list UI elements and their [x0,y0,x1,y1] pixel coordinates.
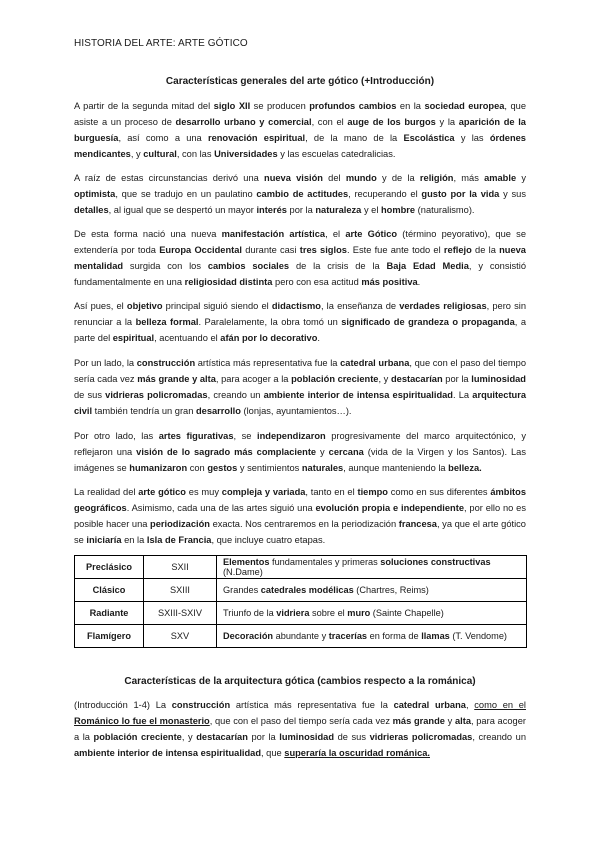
bold-text: alta [454,716,471,726]
period-description [217,579,527,602]
bold-text: llamas [421,631,450,641]
bold-text: artes figurativas [158,431,234,441]
text-run: , al igual que se despertó un mayor [108,205,257,215]
bold-text: arte Gótico [345,229,398,239]
text-run: , aunque manteniendo la [343,463,449,473]
bold-text: visión de lo sagrado [136,447,231,457]
text-run: , que [261,748,285,758]
bold-text: hombre [381,205,416,215]
text-run: con [187,463,208,473]
text-run: A raíz de estas circunstancias derivó una [74,173,265,183]
bold-text: población creciente [93,732,182,742]
text-run: y las escuelas catedralicias. [277,149,396,159]
text-run: y [444,716,455,726]
text-run: , se [233,431,257,441]
text-run: , creando un [472,732,526,742]
text-run: y sentimientos [237,463,302,473]
bold-text: significado de grandeza o propaganda [341,317,515,327]
text-run: y sus [499,189,526,199]
text-run: del [322,173,346,183]
bold-text: más grande y alta [137,374,216,384]
text-run: (lonjas, ayuntamientos…). [240,406,352,416]
text-run: durante casi [241,245,300,255]
bold-text: detalles [74,205,109,215]
text-run: (Chartres, Reims) [353,585,429,595]
bold-text: humanizaron [129,463,188,473]
bold-text: luminosidad [471,374,526,384]
bold-text: Baja Edad Media [386,261,469,271]
text-run: es muy [185,487,222,497]
text-run: , que se tradujo en un paulatino [115,189,257,199]
bold-text: objetivo [126,301,163,311]
text-run: Triunfo de la [223,608,277,618]
bold-text: francesa [398,519,437,529]
text-run: y el [361,205,381,215]
text-run: en forma de [367,631,422,641]
bold-text: independizaron [257,431,326,441]
paragraph [74,355,526,419]
text-run: . Paralelamente, la obra tomó un [198,317,342,327]
bold-text: optimista [74,189,116,199]
text-run: principal siguió siendo el [162,301,272,311]
text-run: Por otro lado, las [74,431,159,441]
periods-table [74,555,527,648]
document-header: HISTORIA DEL ARTE: ARTE GÓTICO [74,38,248,49]
text-run: por la [442,374,472,384]
bold-text: soluciones constructivas [380,557,491,567]
text-run: . Este fue ante todo el [346,245,444,255]
text-run: y las [454,133,490,143]
text-run: , y consistió fundamentalmente en una [74,261,526,287]
paragraph [74,98,526,162]
text-run: , que asiste a un proceso de [74,101,526,127]
text-run: De esta forma nació una nueva [74,229,222,239]
text-run: como en el [474,700,526,710]
text-run: , con las [176,149,215,159]
bold-text: afán por lo decorativo [220,333,318,343]
text-run: , acentuando el [154,333,221,343]
text-run: . [317,333,320,343]
period-description [217,625,527,648]
text-run: (Introducción 1-4) La [74,700,172,710]
text-run: , [465,700,475,710]
bold-text: nueva mentalidad [74,245,526,271]
paragraph [74,298,526,346]
section-title-architecture: Características de la arquitectura gótica (cambios respecto a la románica) [124,676,476,687]
table-row [75,579,527,602]
text-run: artística más representativa fue la [195,358,341,368]
bold-text: cambios sociales [207,261,290,271]
bold-text: aparición de la burguesía [74,117,526,143]
text-run: (T. Vendome) [449,631,507,641]
bold-text: nueva visión [264,173,323,183]
text-run: . [417,277,421,287]
bold-text: vidrieras policromadas [369,732,473,742]
text-run: se producen [250,101,310,111]
text-run: , y [378,374,391,384]
text-run: , de la mano de la [305,133,404,143]
paragraph [74,428,526,476]
text-run: Por un lado, la [74,358,137,368]
text-run: , ya que el arte gótico se [74,519,526,545]
text-run: , tanto en el [305,487,358,497]
bold-text: Universidades [214,149,278,159]
table-row [75,556,527,579]
period-name: Clásico [75,579,144,602]
bold-text: iniciaría [86,535,122,545]
bold-text: Isla de Francia [146,535,212,545]
bold-text: compleja y variada [221,487,306,497]
bold-text: construcción [136,358,196,368]
bold-text: población creciente [291,374,379,384]
text-run: , y [130,149,144,159]
bold-text: desarrollo urbano y comercial [175,117,312,127]
bold-text: naturaleza [315,205,362,215]
text-run: exacta. Nos centraremos en la periodización [209,519,399,529]
bold-text: vidrieras policromadas [105,390,208,400]
bold-text: Europa Occidental [159,245,242,255]
bold-text: tres siglos [299,245,347,255]
text-run: y [516,173,526,183]
text-run: fundamentales y primeras [269,557,381,567]
text-run: , así como a una [118,133,208,143]
text-run: , que con el paso del tiempo sería cada vez [74,358,526,384]
bold-text: interés [256,205,287,215]
bold-text: Escolástica [403,133,455,143]
bold-text: gestos [207,463,238,473]
text-run: , que incluye cuatro etapas. [211,535,326,545]
text-run: . La [453,390,473,400]
text-run: y la [435,117,459,127]
bold-text: verdades religiosas [399,301,487,311]
text-run: (término peyorativo), que se extendería por toda [74,229,526,255]
text-run: pero con esa actitud [272,277,362,287]
bold-text: tracerías [328,631,368,641]
bold-text: periodización [150,519,210,529]
paragraph [74,226,526,290]
bold-text: cultural [143,149,177,159]
text-run: artística más representativa fue la [230,700,394,710]
bold-text: religión [419,173,454,183]
paragraph [74,484,526,548]
final-paragraph [74,697,526,761]
text-run: en la [121,535,147,545]
text-run: de la crisis de la [289,261,387,271]
text-run: Grandes [223,585,261,595]
text-run: . Asimismo, cada una de las artes siguió una [126,503,316,513]
text-run: , pero sin renunciar a la [74,301,526,327]
bold-text: construcción [171,700,231,710]
bold-text: ámbitos geográficos [74,487,526,513]
text-run: por la [286,205,316,215]
text-run: , el [325,229,346,239]
bold-text: cambio de actitudes [256,189,349,199]
text-run: , para acoger a la [215,374,292,384]
period-name: Preclásico [75,556,144,579]
text-run: , creando un [207,390,264,400]
text-run: de sus [334,732,370,742]
period-name: Radiante [75,602,144,625]
bold-text: catedral urbana [340,358,410,368]
bold-text: belleza. [448,463,482,473]
bold-text: más grande [392,716,445,726]
text-run: , a parte del [74,317,526,343]
bold-text: sociedad europea [424,101,505,111]
bold-text: superaría la oscuridad románica. [284,748,430,758]
text-run: , para acoger a la [74,716,526,742]
bold-text: catedrales modélicas [260,585,354,595]
text-run: como en sus diferentes [387,487,491,497]
text-run: de sus [74,390,106,400]
bold-text: luminosidad [279,732,335,742]
period-description [217,556,527,579]
bold-text: amable [484,173,517,183]
text-run: , por ello no es posible hacer una [74,503,526,529]
bold-text: desarrollo [195,406,241,416]
text-run: sobre el [309,608,348,618]
text-run: , más [453,173,485,183]
text-run: también tendría un gran [92,406,196,416]
bold-text: arquitectura civil [74,390,527,416]
text-run: por la [247,732,280,742]
bold-text: ambiente interior de intensa espiritualidad [263,390,453,400]
text-run: (naturalismo). [415,205,475,215]
bold-text: didactismo [271,301,321,311]
bold-text: profundos cambios [309,101,397,111]
period-description [217,602,527,625]
bold-text: gusto por la vida [421,189,500,199]
text-run: Así pues, el [74,301,127,311]
bold-text: arte gótico [138,487,186,497]
bold-text: más complaciente [234,447,317,457]
text-run: y de la [376,173,420,183]
text-run: (N.Dame) [223,567,263,577]
text-run: , y [181,732,197,742]
text-run: progresivamente del marco arquitectónico, y reflejaron una [74,431,527,457]
text-run: , recuperando el [348,189,422,199]
bold-text: ambiente interior de intensa espiritualidad [74,748,262,758]
bold-text: destacarían [196,732,248,742]
bold-text: Decoración [223,631,274,641]
bold-text: renovación espiritual [207,133,306,143]
text-run: surgida con los [123,261,208,271]
table-row [75,602,527,625]
text-run: La realidad del [74,487,139,497]
paragraph [74,170,526,218]
bold-text: muro [347,608,371,618]
bold-text: catedral urbana [393,700,466,710]
text-run: , que con el paso del tiempo sería cada vez [209,716,393,726]
text-run: y [316,447,329,457]
bold-text: espiritual [112,333,155,343]
section-title-general: Características generales del arte gótico (+Introducción) [165,76,435,87]
bold-text: tiempo [357,487,388,497]
bold-text: reflejo [443,245,472,255]
text-run: de la [471,245,500,255]
bold-text: vidriera [276,608,310,618]
bold-text: religiosidad distinta [184,277,273,287]
text-run: (vida de la Virgen y los Santos). Las imágenes se [74,447,526,473]
bold-text: mundo [345,173,377,183]
period-century: SXV [144,625,217,648]
text-run: abundante y [273,631,329,641]
bold-text: Románico lo fue el monasterio [74,716,210,726]
text-run: en la [396,101,425,111]
table-row [75,625,527,648]
period-century: SXIII-SXIV [144,602,217,625]
text-run: , la enseñanza de [320,301,400,311]
text-run: , con el [311,117,348,127]
bold-text: manifestación artística [221,229,326,239]
bold-text: evolución propia e independiente [315,503,465,513]
bold-text: belleza formal [135,317,199,327]
bold-text: órdenes mendicantes [74,133,526,159]
period-century: SXIII [144,579,217,602]
bold-text: siglo XII [213,101,251,111]
bold-text: cercana [328,447,364,457]
bold-text: más positiva [361,277,418,287]
bold-text: Elementos [223,557,270,567]
bold-text: naturales [301,463,344,473]
bold-text: destacarían [390,374,443,384]
text-run: (Sainte Chapelle) [370,608,444,618]
period-name: Flamígero [75,625,144,648]
bold-text: auge de los burgos [347,117,436,127]
text-run: A partir de la segunda mitad del [74,101,214,111]
period-century: SXII [144,556,217,579]
